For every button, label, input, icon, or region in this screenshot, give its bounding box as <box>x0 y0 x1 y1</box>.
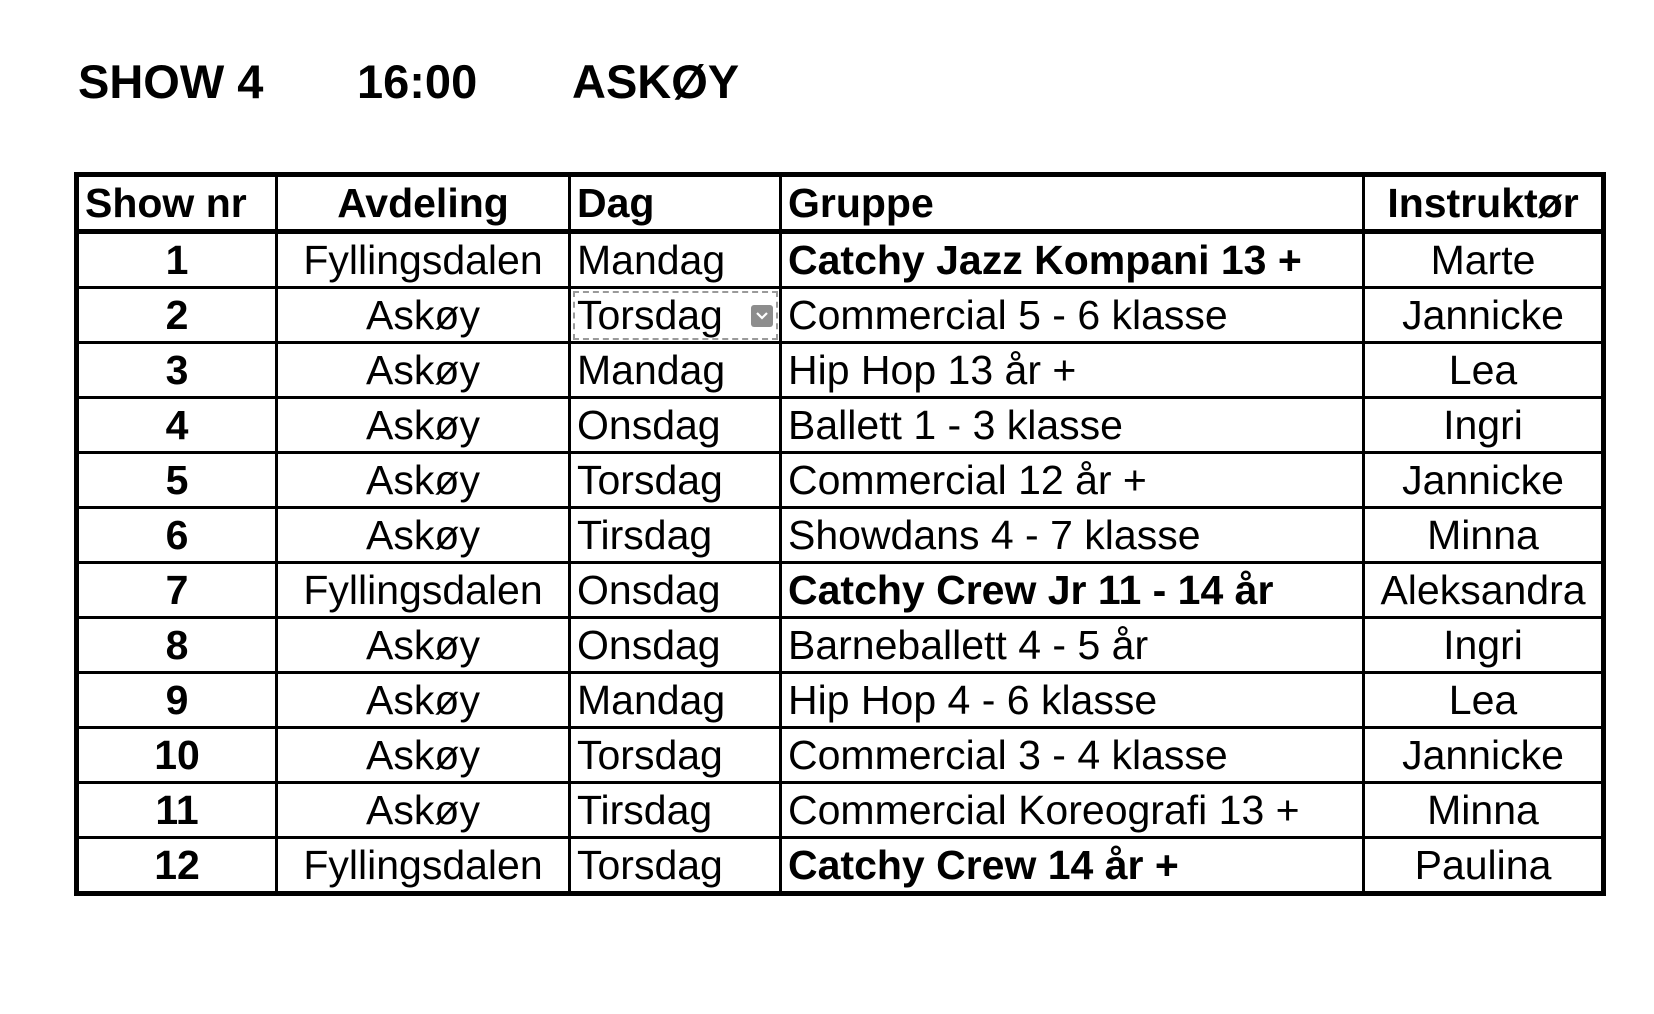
cell-gruppe[interactable]: Catchy Jazz Kompani 13 + <box>781 232 1364 288</box>
table-row <box>77 838 1604 894</box>
cell-show-nr[interactable]: 10 <box>77 728 277 783</box>
cell-dag[interactable]: Onsdag <box>570 618 781 673</box>
cell-gruppe[interactable]: Hip Hop 13 år + <box>781 343 1364 398</box>
cell-instruktor[interactable]: Paulina <box>1364 838 1604 894</box>
table-row <box>77 398 1604 453</box>
cell-instruktor[interactable]: Lea <box>1364 673 1604 728</box>
col-header-gruppe[interactable]: Gruppe <box>781 175 1364 232</box>
cell-avdeling[interactable]: Askøy <box>277 728 570 783</box>
cell-avdeling[interactable]: Fyllingsdalen <box>277 232 570 288</box>
cell-instruktor[interactable]: Ingri <box>1364 398 1604 453</box>
table-row <box>77 232 1604 288</box>
cell-dag-value: Torsdag <box>577 292 723 338</box>
cell-show-nr[interactable]: 8 <box>77 618 277 673</box>
cell-dag[interactable]: Onsdag <box>570 398 781 453</box>
cell-gruppe[interactable]: Ballett 1 - 3 klasse <box>781 398 1364 453</box>
cell-instruktor[interactable]: Jannicke <box>1364 288 1604 343</box>
table-row <box>77 783 1604 838</box>
cell-instruktor[interactable]: Jannicke <box>1364 453 1604 508</box>
table-row <box>77 618 1604 673</box>
cell-show-nr[interactable]: 1 <box>77 232 277 288</box>
cell-dag[interactable]: Torsdag <box>570 728 781 783</box>
cell-dag[interactable]: Torsdag <box>570 453 781 508</box>
table-row <box>77 673 1604 728</box>
cell-gruppe[interactable]: Catchy Crew Jr 11 - 14 år <box>781 563 1364 618</box>
cell-avdeling[interactable]: Fyllingsdalen <box>277 838 570 894</box>
cell-gruppe[interactable]: Catchy Crew 14 år + <box>781 838 1364 894</box>
col-header-instruktor[interactable]: Instruktør <box>1364 175 1604 232</box>
cell-dag[interactable]: Mandag <box>570 232 781 288</box>
cell-instruktor[interactable]: Minna <box>1364 508 1604 563</box>
cell-show-nr[interactable]: 5 <box>77 453 277 508</box>
table-row <box>77 508 1604 563</box>
cell-dag[interactable]: Torsdag <box>570 838 781 894</box>
cell-show-nr[interactable]: 12 <box>77 838 277 894</box>
cell-avdeling[interactable]: Askøy <box>277 673 570 728</box>
cell-show-nr[interactable]: 3 <box>77 343 277 398</box>
table-row <box>77 563 1604 618</box>
cell-avdeling[interactable]: Askøy <box>277 453 570 508</box>
cell-instruktor[interactable]: Ingri <box>1364 618 1604 673</box>
cell-show-nr[interactable]: 4 <box>77 398 277 453</box>
cell-show-nr[interactable]: 11 <box>77 783 277 838</box>
chevron-down-icon[interactable] <box>751 305 773 327</box>
cell-avdeling[interactable]: Askøy <box>277 398 570 453</box>
cell-show-nr[interactable]: 2 <box>77 288 277 343</box>
cell-gruppe[interactable]: Commercial 5 - 6 klasse <box>781 288 1364 343</box>
table-header-row <box>77 175 1604 232</box>
col-header-avdeling[interactable]: Avdeling <box>277 175 570 232</box>
cell-avdeling[interactable]: Askøy <box>277 783 570 838</box>
cell-dag[interactable]: Mandag <box>570 673 781 728</box>
cell-dag[interactable]: Mandag <box>570 343 781 398</box>
cell-avdeling[interactable]: Fyllingsdalen <box>277 563 570 618</box>
show-time: 16:00 <box>357 55 478 108</box>
show-title: SHOW 4 <box>78 55 264 108</box>
cell-avdeling[interactable]: Askøy <box>277 508 570 563</box>
cell-avdeling[interactable]: Askøy <box>277 288 570 343</box>
cell-avdeling[interactable]: Askøy <box>277 343 570 398</box>
cell-gruppe[interactable]: Showdans 4 - 7 klasse <box>781 508 1364 563</box>
cell-instruktor[interactable]: Jannicke <box>1364 728 1604 783</box>
cell-instruktor[interactable]: Minna <box>1364 783 1604 838</box>
cell-show-nr[interactable]: 9 <box>77 673 277 728</box>
cell-show-nr[interactable]: 7 <box>77 563 277 618</box>
schedule-table <box>74 172 1606 896</box>
table-row <box>77 453 1604 508</box>
cell-dag[interactable]: Tirsdag <box>570 508 781 563</box>
col-header-dag[interactable]: Dag <box>570 175 781 232</box>
col-header-show-nr[interactable]: Show nr <box>77 175 277 232</box>
show-location: ASKØY <box>572 55 740 108</box>
cell-show-nr[interactable]: 6 <box>77 508 277 563</box>
cell-avdeling[interactable]: Askøy <box>277 618 570 673</box>
cell-dag[interactable]: Onsdag <box>570 563 781 618</box>
cell-gruppe[interactable]: Commercial 3 - 4 klasse <box>781 728 1364 783</box>
cell-dag-selected[interactable] <box>570 288 781 343</box>
table-row <box>77 288 1604 343</box>
cell-instruktor[interactable]: Aleksandra <box>1364 563 1604 618</box>
cell-gruppe[interactable]: Hip Hop 4 - 6 klasse <box>781 673 1364 728</box>
cell-gruppe[interactable]: Barneballett 4 - 5 år <box>781 618 1364 673</box>
cell-gruppe[interactable]: Commercial Koreografi 13 + <box>781 783 1364 838</box>
table-row <box>77 728 1604 783</box>
table-row <box>77 343 1604 398</box>
cell-instruktor[interactable]: Lea <box>1364 343 1604 398</box>
cell-dag[interactable]: Tirsdag <box>570 783 781 838</box>
cell-gruppe[interactable]: Commercial 12 år + <box>781 453 1364 508</box>
cell-instruktor[interactable]: Marte <box>1364 232 1604 288</box>
